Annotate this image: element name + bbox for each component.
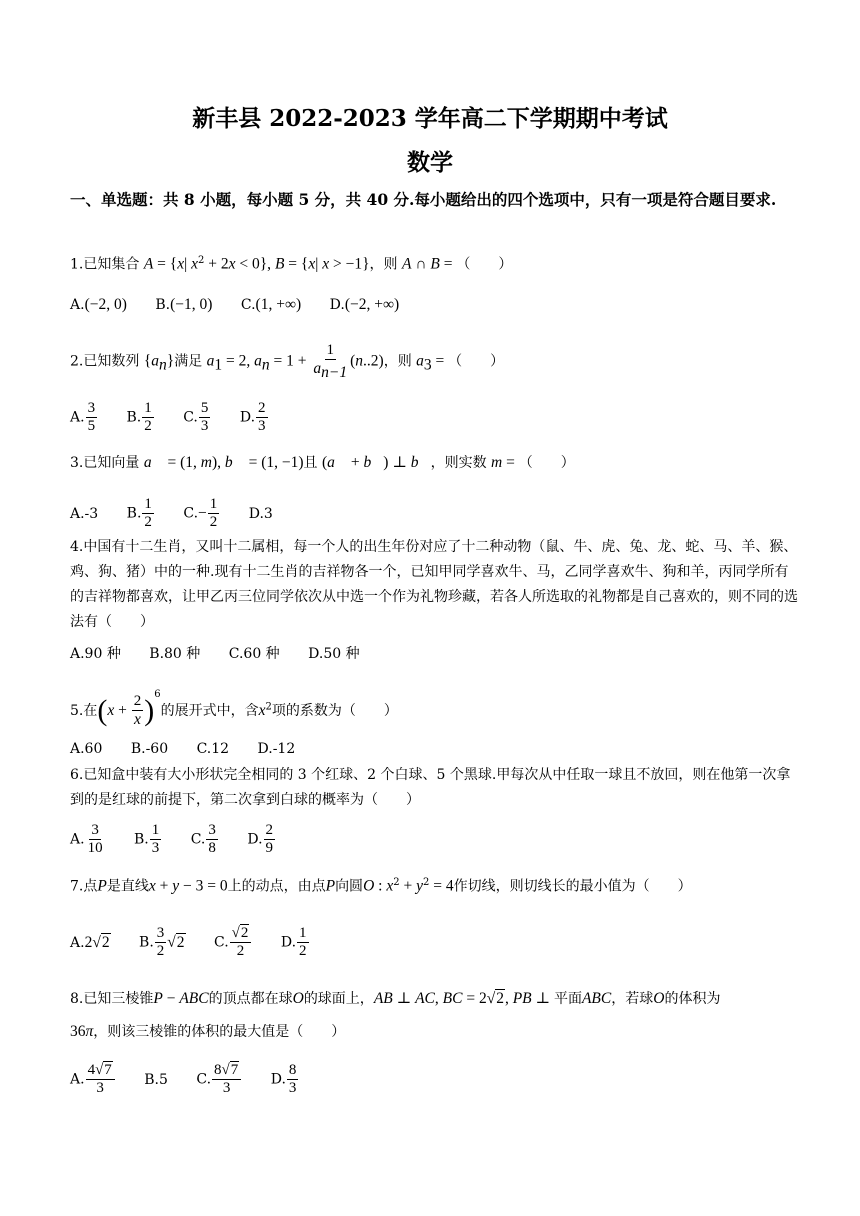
question-7: 7.点P是直线x + y − 3 = 0上的动点，由点P向圆O : $x^2 + y^2 = 4$作切线，则切线长的最小值为（ ） bbox=[70, 877, 692, 895]
option-a: A. $\frac{3}{10}$ bbox=[70, 822, 103, 856]
question-8-cont: 36π，则该三棱锥的体积的最大值是（ ） bbox=[70, 1023, 346, 1040]
question-4: 4.中国有十二生肖，又叫十二属相，每一个人的出生年份对应了十二种动物（鼠、牛、虎、兔、龙、蛇、马、羊、猴、鸡、狗、猪）中的一种.现有十二生肖的吉祥物各一个，已知甲同学喜欢牛、马，乙同学喜欢牛、狗和羊，丙同学所有的吉祥物都喜欢，让甲乙丙三位同学依次从中选一个作为礼物珍藏，若各人所选取的礼物都是自己喜欢的，则不同的选法有（ ） bbox=[70, 539, 798, 630]
option-b: B.-60 bbox=[130, 741, 169, 757]
exam-title: 新丰县 2022-2023 学年高二下学期期中考试 bbox=[192, 105, 668, 132]
question-2: 2.已知数列 $\{a_n\}$满足 $a_1 = 2$, $a_n = 1$ + $\frac{1}{a_{n-1}}$ (n..2)，则 $a_3$ = （ ） bbox=[70, 342, 505, 381]
option-b: B. $\frac{3}{2}$ √2 bbox=[139, 925, 185, 959]
option-a: A.(−2, 0) bbox=[70, 296, 127, 313]
question-8-options bbox=[70, 1062, 800, 1097]
option-c: C.(1, +∞) bbox=[240, 296, 302, 313]
question-1-options bbox=[70, 294, 800, 316]
option-d: D. $\frac{8}{3}$ bbox=[270, 1062, 297, 1096]
option-a: A.60 bbox=[70, 741, 103, 757]
option-d: D. $\frac{1}{2}$ bbox=[280, 925, 307, 959]
option-b: B. $\frac{1}{3}$ bbox=[134, 822, 160, 856]
question-3-options bbox=[70, 496, 800, 531]
question-8: 8.已知三棱锥P − ABC的顶点都在球O的球面上，AB ⊥ AC, BC = 2√2, PB ⊥ 平面ABC，若球O的体积为 bbox=[70, 990, 721, 1007]
option-b: B. $\frac{1}{2}$ bbox=[126, 496, 152, 530]
question-5-options bbox=[70, 738, 800, 760]
option-a: A.2√2 bbox=[70, 933, 110, 951]
option-d: D.-12 bbox=[257, 741, 296, 757]
option-b: B.5 bbox=[144, 1071, 168, 1088]
question-7-options bbox=[70, 925, 800, 960]
exam-subject: 数学 bbox=[407, 149, 453, 176]
question-6: 6.已知盒中装有大小形状完全相同的 3 个红球、2 个白球、5 个黑球.甲每次从中任取一球且不放回，则在他第一次拿到的是红球的前提下，第二次拿到白球的概率为（ ） bbox=[70, 767, 791, 808]
option-a: A.-3 bbox=[70, 505, 99, 522]
option-b: B. $\frac{1}{2}$ bbox=[126, 400, 152, 434]
option-c: C. $\frac{8√7}{3}$ bbox=[196, 1062, 242, 1097]
option-a: A. $\frac{3}{5}$ bbox=[70, 400, 96, 434]
option-a: A. $\frac{4√7}{3}$ bbox=[70, 1062, 116, 1097]
option-b: B.(−1, 0) bbox=[155, 296, 213, 313]
question-1: 1.已知集合 A = {x| $x^2 + 2x < 0$}, B = {x| x > −1}，则 A ∩ B = （ ） bbox=[70, 255, 513, 273]
option-c: C.60 种 bbox=[228, 646, 280, 662]
option-c: C. $\frac{√2}{2}$ bbox=[214, 925, 252, 960]
option-d: D.3 bbox=[248, 505, 273, 522]
section-header: 一、单选题：共 8 小题，每小题 5 分，共 40 分.每小题给出的四个选项中，只有一项是符合题目要求. bbox=[70, 190, 777, 209]
option-d: D. $\frac{2}{3}$ bbox=[239, 400, 266, 434]
question-5: 5.在(x + $\frac{2}{x}$ )$^6$的展开式中，含$x^2$项的系数为（ ） bbox=[70, 689, 398, 728]
option-a: A.90 种 bbox=[70, 646, 121, 662]
option-d: D. $\frac{2}{9}$ bbox=[247, 822, 274, 856]
option-b: B.80 种 bbox=[149, 646, 201, 662]
question-3: 3.已知向量 a⃗ = (1, m), b⃗ = (1, −1)且 (a⃗ + b⃗) ⊥ b⃗，则实数 m = （ ） bbox=[70, 454, 575, 471]
option-c: C. $\frac{5}{3}$ bbox=[183, 400, 209, 434]
option-d: D.50 种 bbox=[308, 646, 360, 662]
question-4-options bbox=[70, 643, 800, 665]
option-c: C.12 bbox=[196, 741, 230, 757]
option-c: C.− $\frac{1}{2}$ bbox=[183, 496, 218, 530]
option-c: C. $\frac{3}{8}$ bbox=[190, 822, 216, 856]
question-2-options bbox=[70, 400, 800, 435]
option-d: D.(−2, +∞) bbox=[329, 296, 400, 313]
question-6-options bbox=[70, 822, 800, 857]
